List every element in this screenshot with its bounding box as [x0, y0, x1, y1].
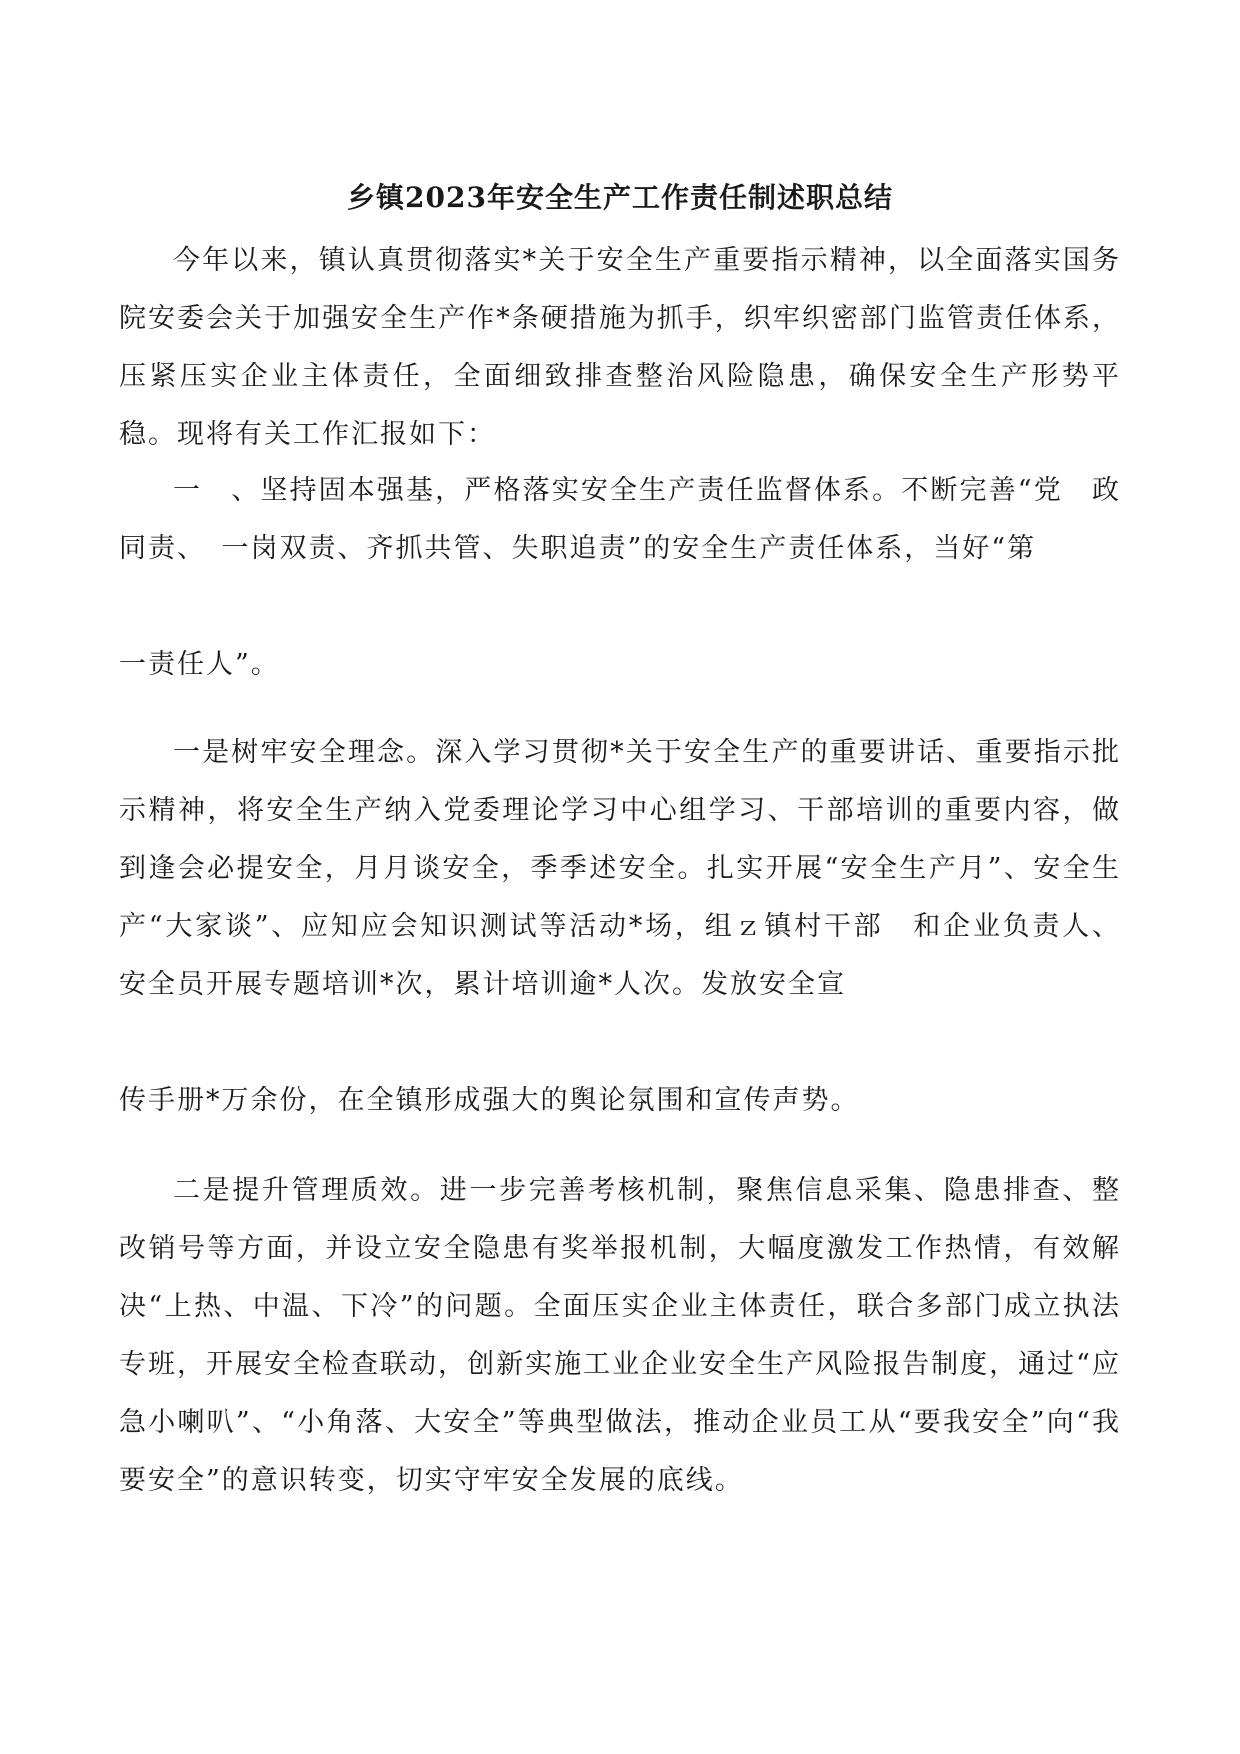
paragraph-section-one: 一 、坚持固本强基，严格落实安全生产责任监督体系。不断完善“党 政同责、 一岗双责、齐抓共管、失职追责”的安全生产责任体系，当好“第 — [119, 475, 1121, 564]
paragraph-intro: 今年以来，镇认真贯彻落实*关于安全生产重要指示精神，以全面落实国务院安委会关于加强安全生产作*条硬措施为抓手，织牢织密部门监管责任体系，压紧压实企业主体责任，全面细致排查整治风险隐患，确保安全生产形势平稳。现将有关工作汇报如下： — [119, 245, 1121, 450]
paragraph-point-one: 一是树牢安全理念。深入学习贯彻*关于安全生产的重要讲话、重要指示批示精神，将安全生产纳入党委理论学习中心组学习、干部培训的重要内容，做到逢会必提安全，月月谈安全，季季述安全。扎实开展“安全生产月”、安全生产“大家谈”、应知应会知识测试等活动*场，组ｚ镇村干部 和企业负责人、安全员开展专题培训*次，累计培训逾*人次。发放安全宣 — [119, 737, 1121, 1000]
paragraph-point-two: 二是提升管理质效。进一步完善考核机制，聚焦信息采集、隐患排查、整改销号等方面，并设立安全隐患有奖举报机制，大幅度激发工作热情，有效解决“上热、中温、下冷”的问题。全面压实企业主体责任，联合多部门成立执法专班，开展安全检查联动，创新实施工业企业安全生产风险报告制度，通过“应急小喇叭”、“小角落、大安全”等典型做法，推动企业员工从“要我安全”向“我要安全”的意识转变，切实守牢安全发展的底线。 — [119, 1175, 1121, 1496]
paragraph-section-one-continued: 一责任人”。 — [119, 649, 280, 680]
document-title: 乡镇2023年安全生产工作责任制述职总结 — [347, 181, 893, 214]
paragraph-point-one-continued: 传手册*万余份，在全镇形成强大的舆论氛围和宣传声势。 — [119, 1085, 860, 1116]
